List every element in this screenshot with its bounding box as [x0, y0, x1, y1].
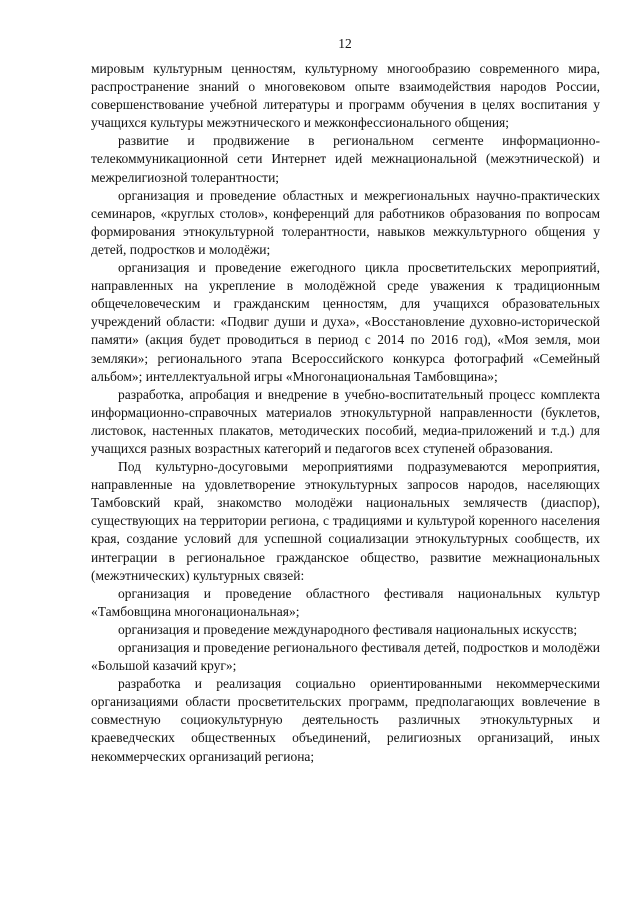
- paragraph: разработка, апробация и внедрение в учебно-воспитательный процесс комплекта информационно-справочных материалов этнокультурной направленности (буклетов, листовок, настенных плакатов, методических пособий, медиа-приложений и т.д.) для учащихся разных возрастных категорий и педагогов всех ступеней образования.: [91, 386, 600, 456]
- paragraph: мировым культурным ценностям, культурному многообразию современного мира, распространение знаний о многовековом опыте взаимодействия народов России, совершенствование учебной литературы и программ обучения в целях воспитания у учащихся культуры межэтнического и межконфессионального общения;: [91, 61, 600, 131]
- paragraph: Под культурно-досуговыми мероприятиями подразумеваются мероприятия, направленные на удовлетворение этнокультурных запросов народов, населяющих Тамбовский край, знакомство молодёжи национальных землячеств (диаспор), существующих на территории региона, с традициями и культурой коренного населения края, создание условий для успешной социализации этнокультурных сообществ, их интеграции в региональное гражданское общество, развитие межнациональных (межэтнических) культурных связей:: [91, 459, 600, 583]
- paragraph: организация и проведение областного фестиваля национальных культур «Тамбовщина многонациональная»;: [91, 585, 600, 619]
- paragraph: организация и проведение ежегодного цикла просветительских мероприятий, направленных на укрепление в молодёжной среде уважения к традиционным общечеловеческим и гражданским ценностям, для учащихся образовательных учреждений области: «Подвиг души и духа», «Восстановление духовно-исторической памяти» (акция будет проводиться в период с 2014 по 2016 год), «Моя земля, мои земляки»; регионального этапа Всероссийского конкурса фотографий «Семейный альбом»; интеллектуальной игры «Многонациональная Тамбовщина»;: [91, 260, 600, 384]
- body-text: [91, 60, 600, 766]
- paragraph: разработка и реализация социально ориентированными некоммерческими организациями области просветительских программ, предполагающих вовлечение в совместную социокультурную деятельность различных этнокультурных и краеведческих общественных объединений, религиозных организаций, иных некоммерческих организаций региона;: [91, 676, 600, 764]
- paragraph: организация и проведение областных и межрегиональных научно-практических семинаров, «круглых столов», конференций для работников образования по вопросам формирования этнокультурной толерантности, навыков межкультурного общения у детей, подростков и молодёжи;: [91, 187, 600, 257]
- paragraph: организация и проведение регионального фестиваля детей, подростков и молодёжи «Большой казачий круг»;: [91, 640, 600, 674]
- paragraph: организация и проведение международного фестиваля национальных искусств;: [118, 621, 578, 637]
- paragraph: развитие и продвижение в региональном сегменте информационно-телекоммуникационной сети Интернет идей межнациональной (межэтнической) и межрелигиозной толерантности;: [91, 133, 600, 185]
- page-number: 12: [338, 36, 352, 51]
